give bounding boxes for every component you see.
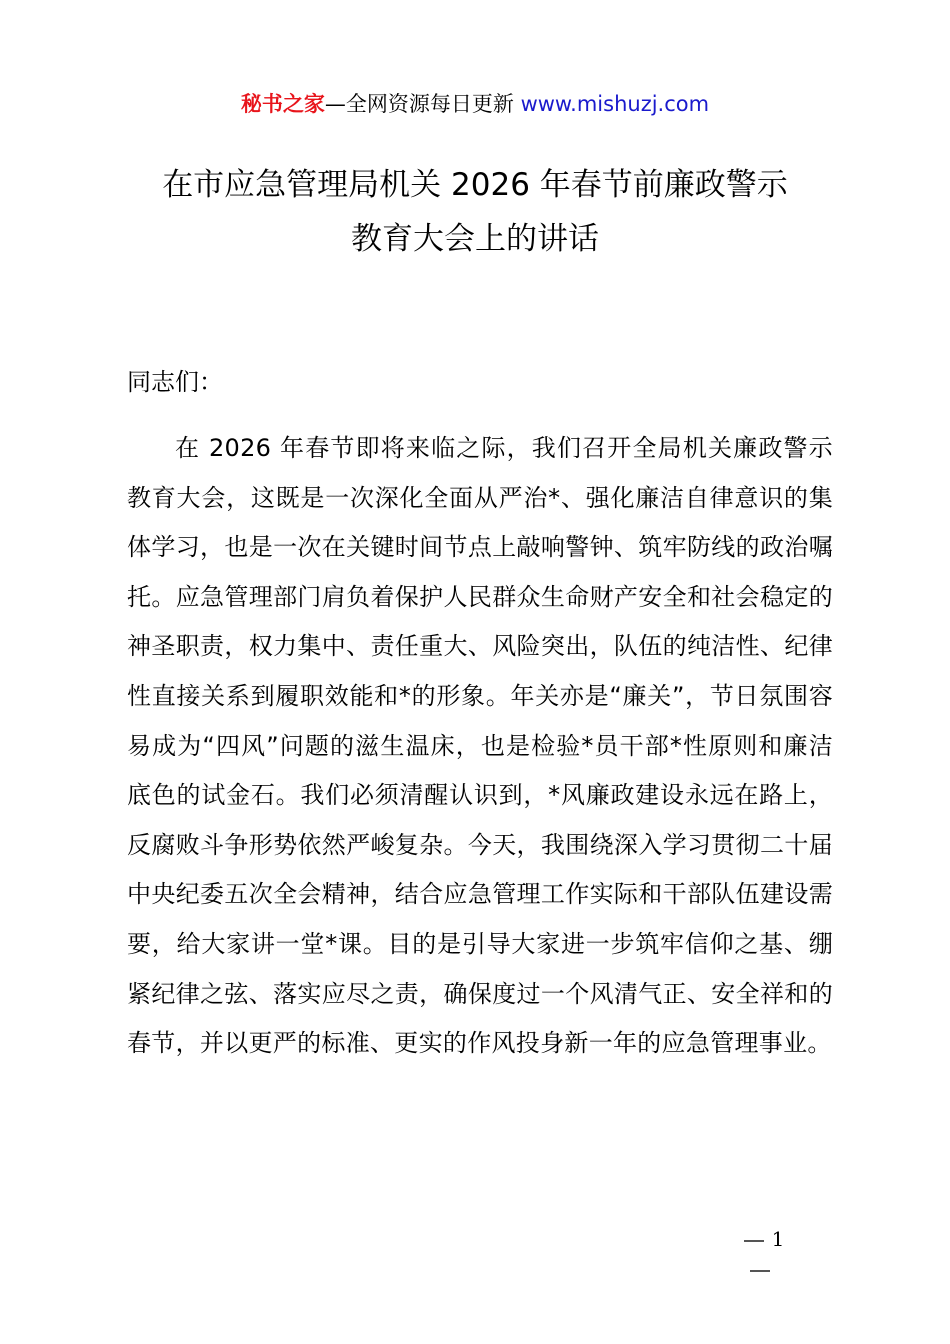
dash-right	[750, 1270, 770, 1272]
banner-tagline: —全网资源每日更新	[324, 92, 514, 116]
dash-left	[744, 1240, 764, 1242]
page-number-value: 1	[771, 1227, 785, 1251]
site-url-link[interactable]: www.mishuzj.com	[520, 92, 710, 116]
document-title	[100, 158, 850, 266]
salutation: 同志们：	[127, 368, 223, 396]
page-number	[718, 1224, 802, 1284]
title-line-1: 在市应急管理局机关 2026 年春节前廉政警示	[162, 167, 788, 203]
title-line-2: 教育大会上的讲话	[351, 221, 599, 257]
brand-name: 秘书之家	[240, 92, 325, 116]
site-banner	[0, 88, 950, 120]
body-paragraph: 在 2026 年春节即将来临之际，我们召开全局机关廉政警示教育大会，这既是一次深化全面从严治*、强化廉洁自律意识的集体学习，也是一次在关键时间节点上敲响警钟、筑牢防线的政治嘱托。应急管理部门肩负着保护人民群众生命财产安全和社会稳定的神圣职责，权力集中、责任重大、风险突出，队伍的纯洁性、纪律性直接关系到履职效能和*的形象。年关亦是“廉关”，节日氛围容易成为“四风”问题的滋生温床，也是检验*员干部*性原则和廉洁底色的试金石。我们必须清醒认识到，*风廉政建设永远在路上，反腐败斗争形势依然严峻复杂。今天，我围绕深入学习贯彻二十届中央纪委五次全会精神，结合应急管理工作实际和干部队伍建设需要，给大家讲一堂*课。目的是引导大家进一步筑牢信仰之基、绷紧纪律之弦、落实应尽之责，确保度过一个风清气正、安全祥和的春节，并以更严的标准、更实的作风投身新一年的应急管理事业。	[127, 434, 833, 1058]
